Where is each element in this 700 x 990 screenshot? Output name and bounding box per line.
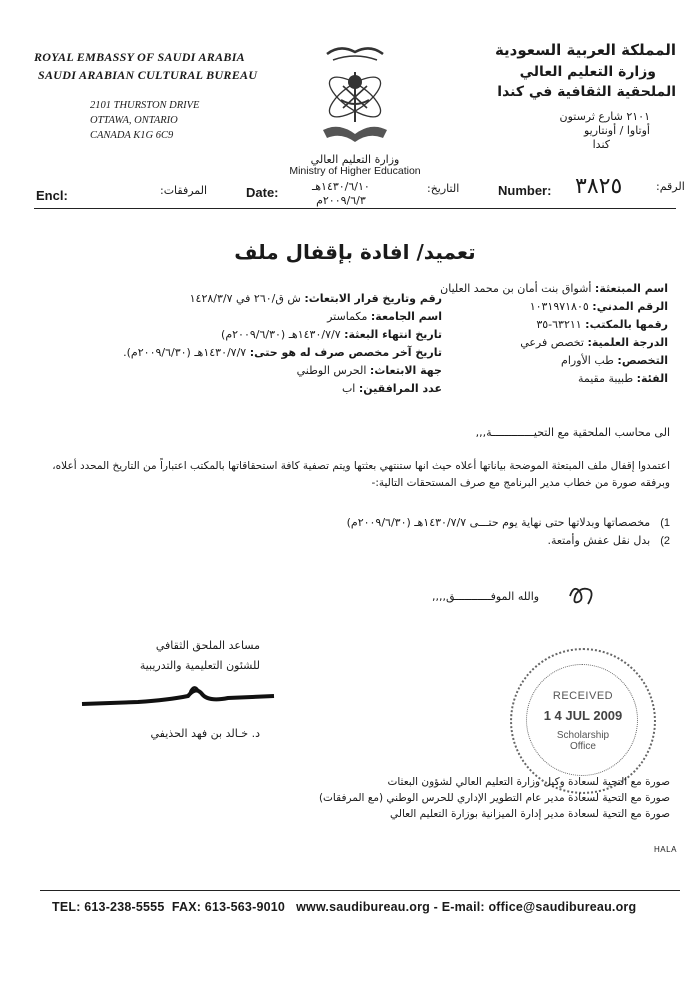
address-line-ar: ٢١٠١ شارع ثرستون [559,110,650,123]
field-value: ٦٣٢١١-٣٥ [536,318,582,331]
footer-contact [52,900,636,914]
field-row [122,380,442,398]
signature-icon [78,680,278,716]
field-label: الرقم المدني: [592,300,668,313]
field-row [122,308,442,326]
address-line: OTTAWA, ONTARIO [90,115,178,126]
field-label: رقمها بالمكتب: [585,318,668,331]
field-value: الحرس الوطني [296,364,367,377]
logo-ministry-en: Ministry of Higher Education [289,165,421,177]
field-value: ش ق/٢٦٠ في ١٤٢٨/٣/٧ [189,292,301,305]
copy-line: صورة مع التحية لسعادة وكيل وزارة التعليم العالي لشؤون البعثات [387,776,670,788]
ministry-logo [305,42,405,154]
address-line-ar: كندا [592,138,610,151]
field-label: الدرجة العلمية: [587,336,668,349]
field-value: مكماستر [327,310,368,323]
address-ar [450,110,650,152]
footer-divider [40,890,680,891]
signatory-line2: للشئون التعليمية والتدريبية [139,659,260,672]
field-value: اب [341,382,356,395]
header-divider [34,208,676,209]
copies-list [110,774,670,822]
stamp-office [512,730,654,752]
number-label: Number: [498,183,552,198]
main-paragraph: اعتمدوا إقفال ملف المبتعثة الموضحة بياناتها أعلاه حيث انها ستنتهي بعثتها ويتم تصفية كافة استحقاقاتها بالمكتب اعتباراً من التاريخ المحدد أعلاه، وبرفقه صورة من خطاب مدير البرنامج مع صرف المستحقات التالية:- [52,460,670,489]
field-row [408,352,668,370]
stamp-office-line1: Scholarship [556,730,610,741]
field-value: طب الأورام [561,354,614,367]
field-value: ١٤٣٠/٧/٧هـ (٢٠٠٩/٦/٣٠م) [221,328,341,341]
entitlements-list [70,514,670,550]
cultural-bureau-ar: الملحقية الثقافية في كندا [497,84,676,100]
field-row [408,316,668,334]
field-row [122,290,442,308]
address-line: 2101 THURSTON DRIVE [90,100,200,111]
received-stamp [510,648,656,794]
logo-ministry-ar: وزارة التعليم العالي [310,153,400,166]
item-number: 2) [660,535,670,547]
document-title: تعميد/ افادة بإقفال ملف [234,240,476,264]
field-row [122,326,442,344]
address-en [90,98,199,143]
field-row [122,362,442,380]
field-label: تاريخ آخر مخصص صرف له هو حتى: [249,346,442,359]
bureau-name: SAUDI ARABIAN CULTURAL BUREAU [38,68,258,82]
field-label: عدد المرافقين: [358,382,442,395]
field-row [122,344,442,362]
signatory-name: د. خـالد بن فهد الحذيفي [150,727,260,740]
field-label: تاريخ انتهاء البعثة: [344,328,442,341]
field-row [408,280,668,298]
ministry-name-ar: وزارة التعليم العالي [519,64,656,80]
greeting: الى محاسب الملحقية مع التحيـــــــــــــة,,, [475,426,670,439]
number-label-ar: الرقم: [656,180,685,193]
closing: والله الموفـــــــــــق,,,, [432,590,540,603]
signatory-line1: مساعد الملحق الثقافي [155,639,260,652]
date-label-ar: التاريخ: [427,182,460,195]
date-value [312,180,370,208]
handwritten-initial-icon [566,580,596,610]
emblem-icon [305,42,405,154]
field-value: أشواق بنت أمان بن محمد العليان [440,282,592,295]
field-label: جهة الابتعاث: [369,364,442,377]
stamp-office-line2: Office [570,741,596,752]
number-value: ٣٨٢٥ [575,174,623,199]
list-item [70,532,670,550]
item-number: 1) [660,517,670,529]
field-row [408,334,668,352]
field-value: ١٠٣١٩٧١٨٠٥ [529,300,589,313]
kingdom-name-ar: المملكة العربية السعودية [494,41,676,59]
stamp-received: RECEIVED [552,690,614,702]
scholarship-info [122,290,442,398]
initial-mark [566,580,596,614]
footer-fax: FAX: 613-563-9010 [171,900,286,914]
address-line: CANADA K1G 6C9 [90,130,174,141]
signature [78,680,278,720]
typist-initials: HALA [654,845,677,854]
item-text: مخصصاتها وبدلاتها حتى نهاية يوم حتـــى ١٤٣٠/٧/٧هـ (٢٠٠٩/٦/٣٠م) [346,516,651,529]
copy-line: صورة مع التحية لسعادة مدير عام التطوير الإداري للحرس الوطني (مع المرفقات) [318,792,670,804]
signatory-title [120,636,260,676]
stamp-date: 1 4 JUL 2009 [543,708,623,723]
encl-label-ar: المرفقات: [160,184,208,197]
field-label: رقم وتاريخ قرار الابتعاث: [304,292,442,305]
field-value: ١٤٣٠/٧/٧هـ (٢٠٠٩/٦/٣٠م). [123,346,247,359]
date-label: Date: [246,185,279,200]
address-line-ar: أوتاوا / أونتاريو [583,124,650,137]
field-label: اسم الجامعة: [370,310,442,323]
item-text: بدل نقل عفش وأمتعة. [547,534,651,547]
encl-label: Encl: [36,188,68,203]
embassy-name: ROYAL EMBASSY OF SAUDI ARABIA [34,50,245,64]
field-value: طبيبة مقيمة [577,372,634,385]
date-gregorian: ٢٠٠٩/٦/٣م [316,194,366,207]
field-row [408,298,668,316]
field-value: تخصص فرعي [520,336,584,349]
field-label: اسم المبتعثة: [594,282,668,295]
list-item [70,514,670,532]
footer-web: www.saudibureau.org - E-mail: office@saudibureau.org [296,900,637,914]
copy-line: صورة مع التحية لسعادة مدير إدارة الميزانية بوزارة التعليم العالي [390,808,670,820]
field-label: التخصص: [617,354,668,367]
student-info [408,280,668,388]
field-row [408,370,668,388]
field-label: الفئة: [636,372,668,385]
footer-tel: TEL: 613-238-5555 [52,900,165,914]
date-hijri: ١٤٣٠/٦/١٠هـ [312,180,370,193]
